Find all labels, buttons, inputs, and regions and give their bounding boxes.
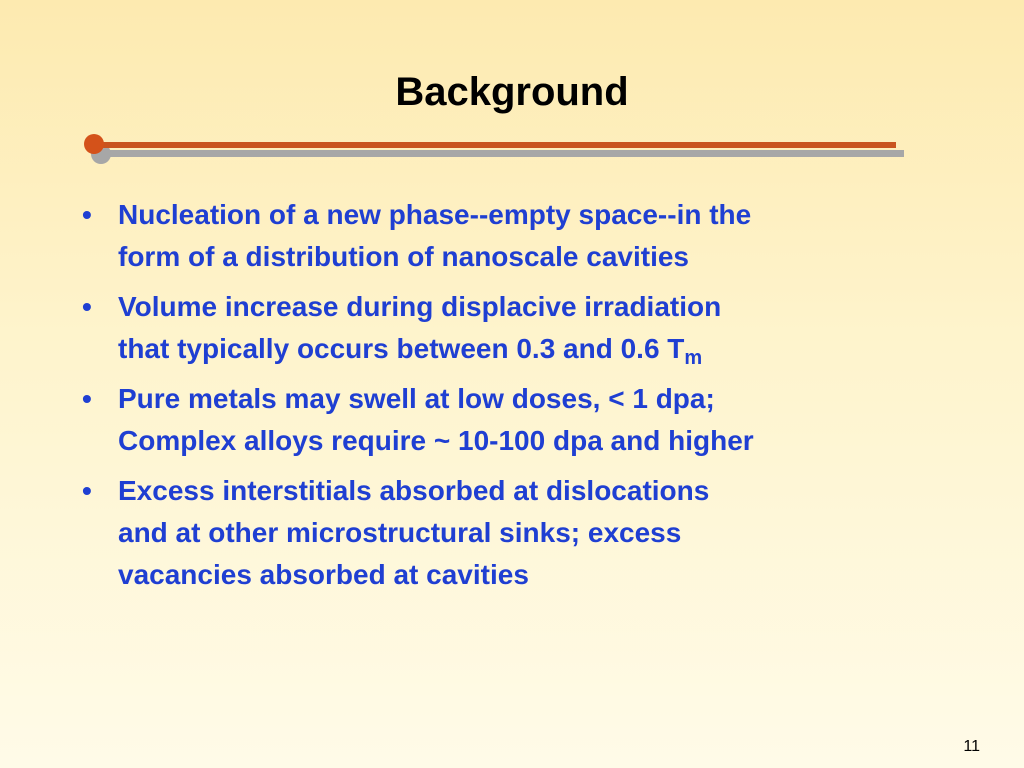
divider-shadow: [104, 150, 904, 157]
page-number: 11: [963, 738, 980, 755]
bullet-text-line: Complex alloys require ~ 10-100 dpa and higher: [118, 425, 754, 456]
bullet-text-line: form of a distribution of nanoscale cavities: [118, 241, 689, 272]
bullet-item-swelling-doses: [78, 378, 918, 462]
bullet-marker: •: [82, 199, 92, 230]
bullet-item-nucleation: [78, 194, 918, 278]
bullet-text-line: Nucleation of a new phase--empty space--in the: [118, 199, 752, 230]
bullet-marker: •: [82, 291, 92, 322]
divider-line: [96, 142, 896, 148]
bullet-marker: •: [82, 383, 92, 414]
bullet-item-volume-increase: [78, 286, 918, 370]
bullet-text-line: vacancies absorbed at cavities: [118, 559, 529, 590]
slide-title: Background: [395, 70, 629, 114]
bullet-text-line: and at other microstructural sinks; excess: [118, 517, 682, 548]
bullet-text-line: Volume increase during displacive irradiation: [118, 291, 722, 322]
title-divider: [0, 0, 1024, 200]
melting-temp-subscript: m: [684, 347, 703, 369]
bullet-item-excess-interstitials: [78, 470, 918, 596]
bullet-marker: •: [82, 475, 92, 506]
bullet-text-line: that typically occurs between 0.3 and 0.6 T: [118, 333, 685, 364]
bullet-text-line: Pure metals may swell at low doses, < 1 dpa;: [118, 383, 715, 414]
bullet-list: [78, 194, 918, 604]
divider-dot: [84, 134, 104, 154]
bullet-text-line: Excess interstitials absorbed at dislocations: [118, 475, 710, 506]
